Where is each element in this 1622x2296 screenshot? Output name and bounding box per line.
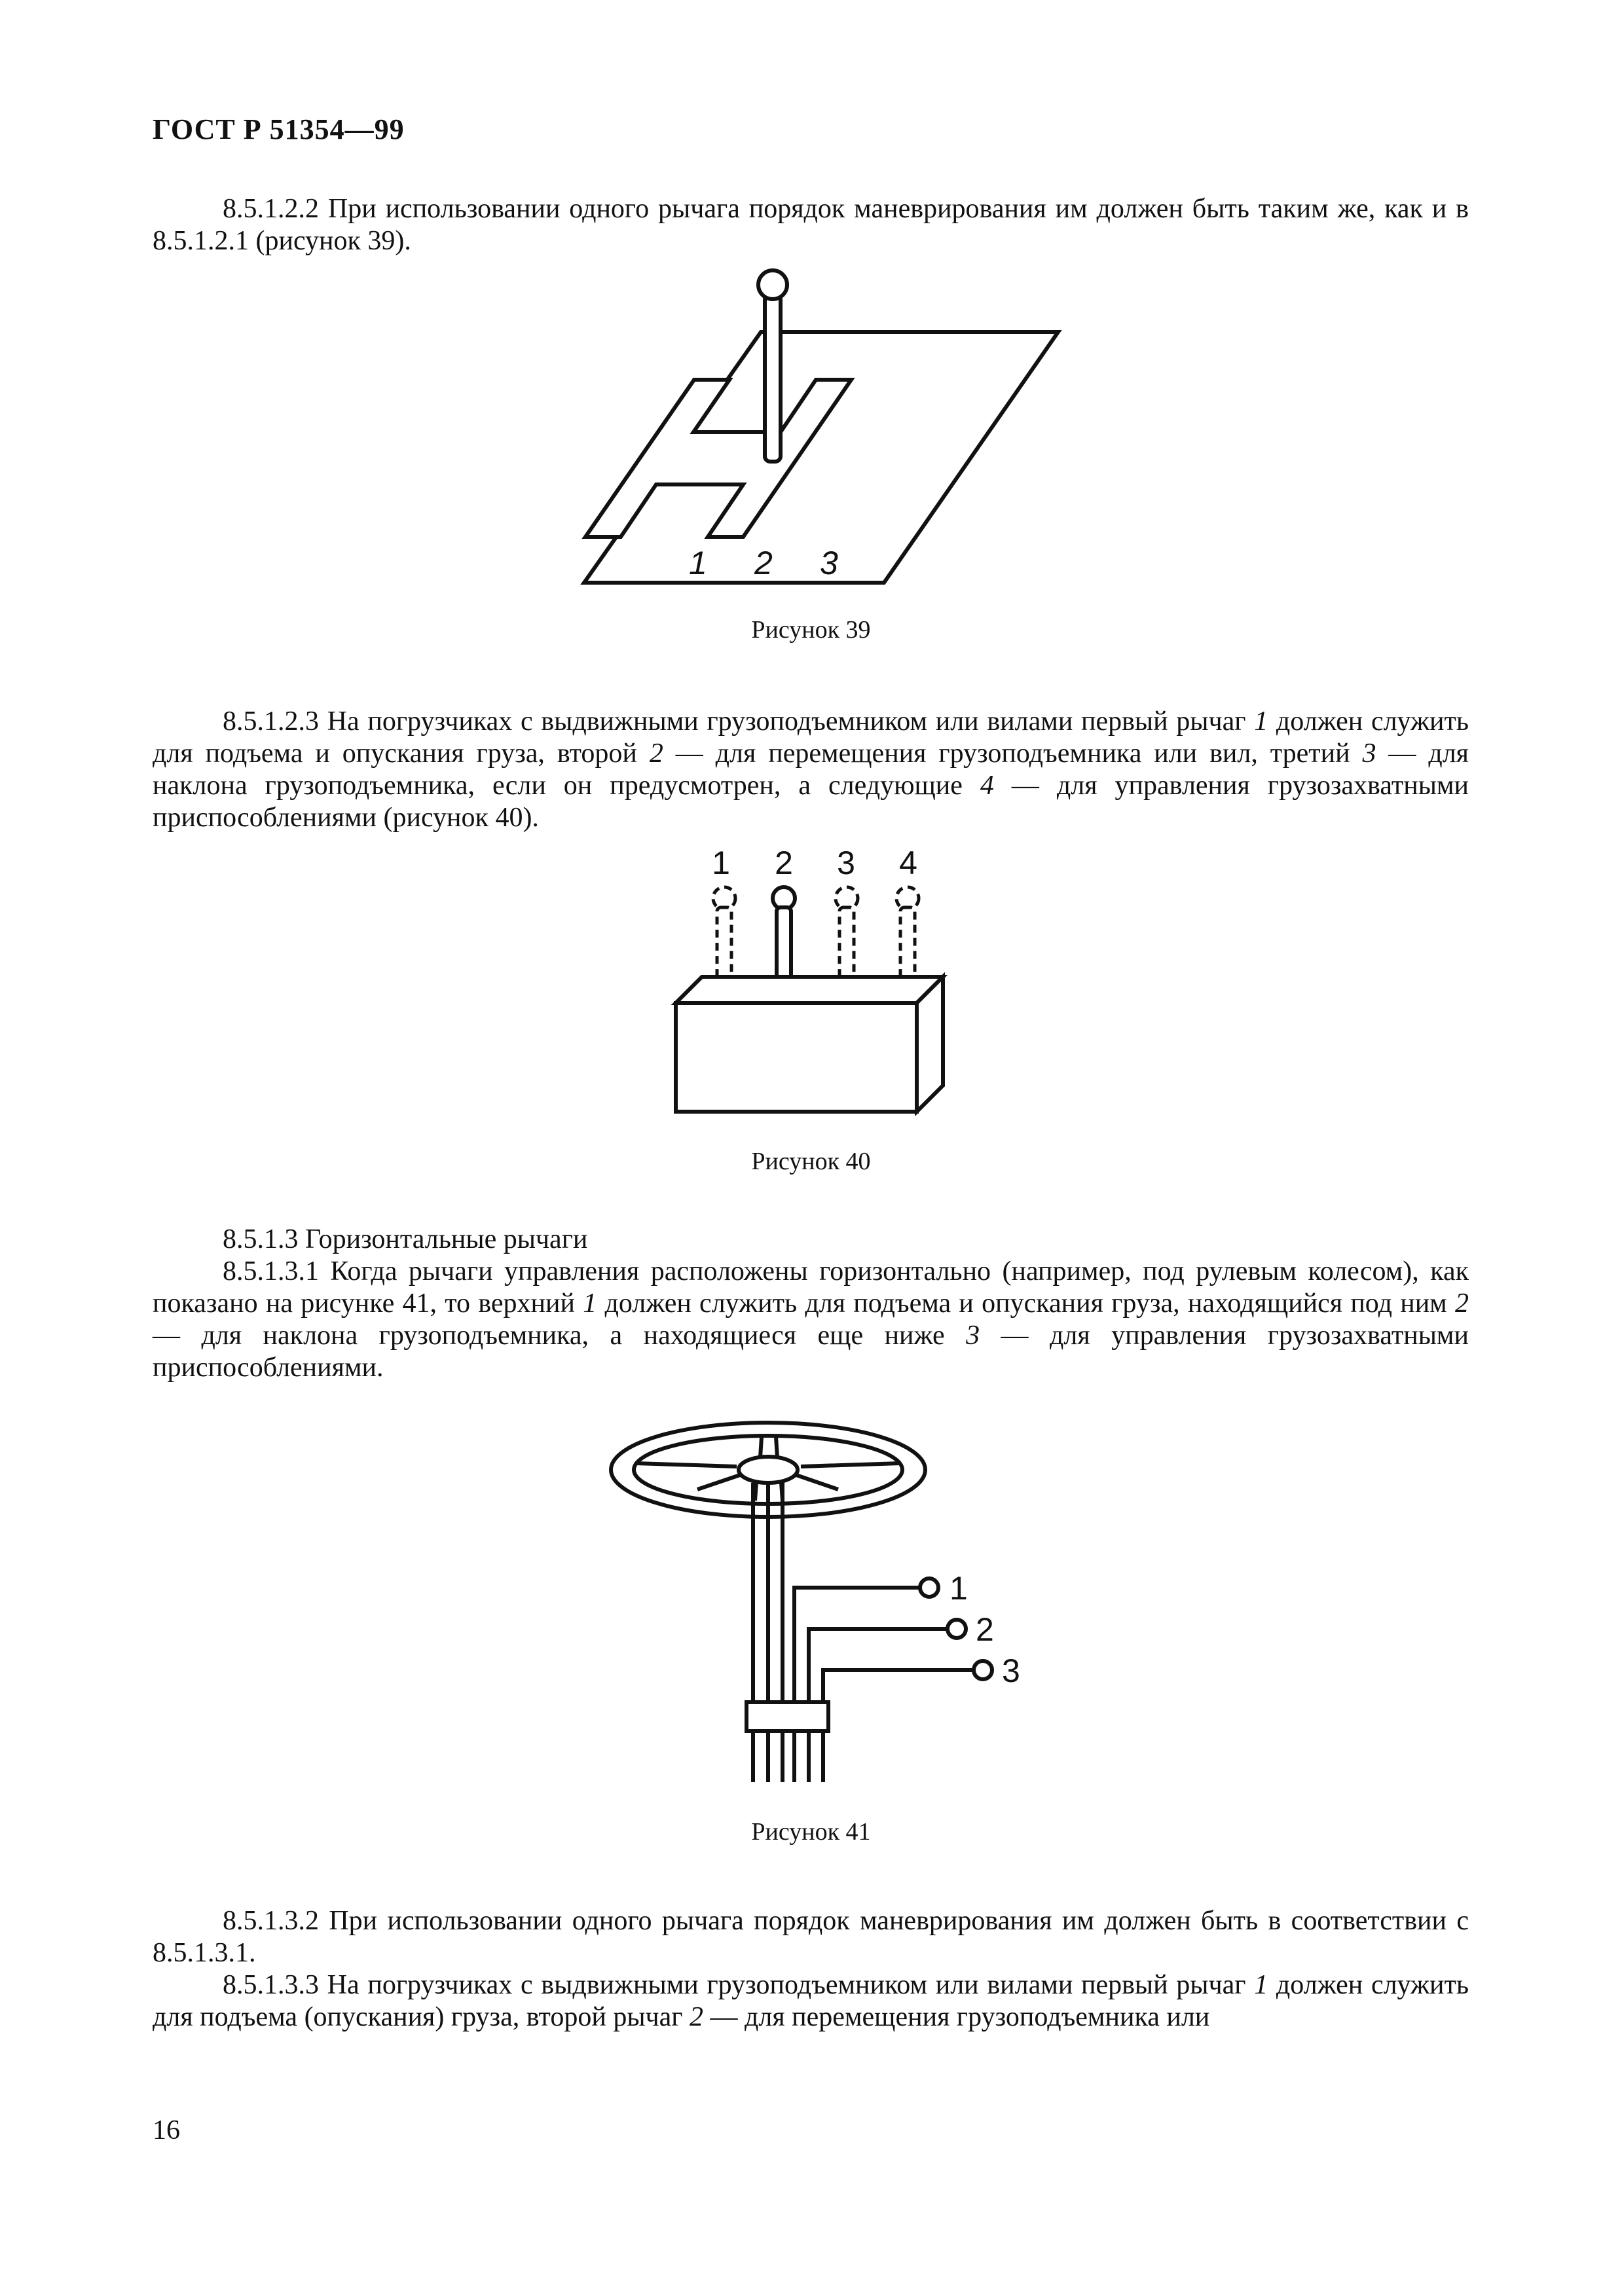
fig40-label-4: 4 — [899, 845, 917, 881]
lever-number: 2 — [1455, 1288, 1469, 1319]
lever-number: 2 — [649, 738, 663, 769]
paragraph-8-5-1-3 — [153, 1224, 1469, 1256]
fig41-label-3: 3 — [1002, 1652, 1020, 1689]
fig41-label-2: 2 — [976, 1611, 994, 1648]
paragraph-text: 8.5.1.3.2 При использовании одного рычага порядок маневрирования им должен быть в соответствии с 8.5.1.3.1. — [153, 1906, 1469, 1968]
paragraph-text: должен служить для подъема (опускания) груза, второй рычаг — [153, 1970, 1469, 2032]
document-header: ГОСТ Р 51354—99 — [153, 113, 405, 145]
paragraph-text: 8.5.1.2.2 При использовании одного рычага порядок маневрирования им должен быть таким же, как и в 8.5.1.2.1 (рисунок 39). — [153, 194, 1469, 256]
fig40-label-2: 2 — [775, 845, 793, 881]
fig40-label-1: 1 — [712, 845, 730, 881]
paragraph-text: 8.5.1.3 Горизонтальные рычаги — [223, 1224, 588, 1254]
paragraph-text: должен служить для подъема и опускания груза, находящийся под ним — [597, 1288, 1455, 1319]
figure-41-caption: Рисунок 41 — [751, 1818, 871, 1846]
fig39-label-2: 2 — [754, 545, 773, 581]
lever-number: 4 — [980, 771, 994, 801]
paragraph-8-5-1-3-1 — [153, 1256, 1469, 1384]
page-number: 16 — [153, 2115, 180, 2145]
paragraph-text: — для наклона грузоподъемника, а находящиеся еще ниже — [153, 1321, 967, 1351]
figure-40-caption: Рисунок 40 — [751, 1148, 871, 1175]
paragraph-text: — для управления грузозахватными приспособлениями. — [153, 1321, 1469, 1383]
lever-number: 1 — [1254, 706, 1268, 737]
paragraph-text: 8.5.1.3.3 На погрузчиках с выдвижными грузоподъемником или вилами первый рычаг — [223, 1970, 1255, 2000]
paragraph-8-5-1-2-3 — [153, 706, 1469, 834]
paragraph-text: — для перемещения грузоподъемника или вил, третий — [663, 738, 1363, 769]
fig39-label-1: 1 — [689, 545, 707, 581]
figure-39-caption: Рисунок 39 — [751, 616, 871, 644]
lever-number: 2 — [690, 2002, 704, 2032]
lever-number: 3 — [966, 1321, 980, 1351]
figure-39-lever-gate — [616, 262, 1061, 596]
paragraph-8-5-1-3-3 — [153, 1969, 1469, 2033]
lever-number: 3 — [1362, 738, 1376, 769]
paragraph-text: 8.5.1.3.1 Когда рычаги управления расположены горизонтально (например, под рулевым колесом), как показано на рисунке 41, то верхний — [153, 1256, 1469, 1319]
paragraph-text: должен служить для подъема и опускания груза, второй — [153, 706, 1469, 769]
lever-number: 1 — [583, 1288, 597, 1319]
fig40-label-3: 3 — [837, 845, 855, 881]
paragraph-8-5-1-2-2 — [153, 193, 1469, 257]
lever-number: 1 — [1254, 1970, 1268, 2000]
paragraph-text: 8.5.1.2.3 На погрузчиках с выдвижными грузоподъемником или вилами первый рычаг — [223, 706, 1255, 737]
figure-40-lever-block — [681, 845, 969, 1126]
fig41-label-1: 1 — [949, 1570, 968, 1607]
figure-41-steering-wheel-levers — [593, 1414, 1064, 1794]
paragraph-8-5-1-3-2 — [153, 1905, 1469, 1969]
fig39-label-3: 3 — [820, 545, 838, 581]
paragraph-text: — для наклона грузоподъемника, если он предусмотрен, а следующие — [153, 738, 1469, 801]
paragraph-text: — для перемещения грузоподъемника или — [703, 2002, 1210, 2032]
paragraph-text: — для управления грузозахватными приспособлениями (рисунок 40). — [153, 771, 1469, 833]
